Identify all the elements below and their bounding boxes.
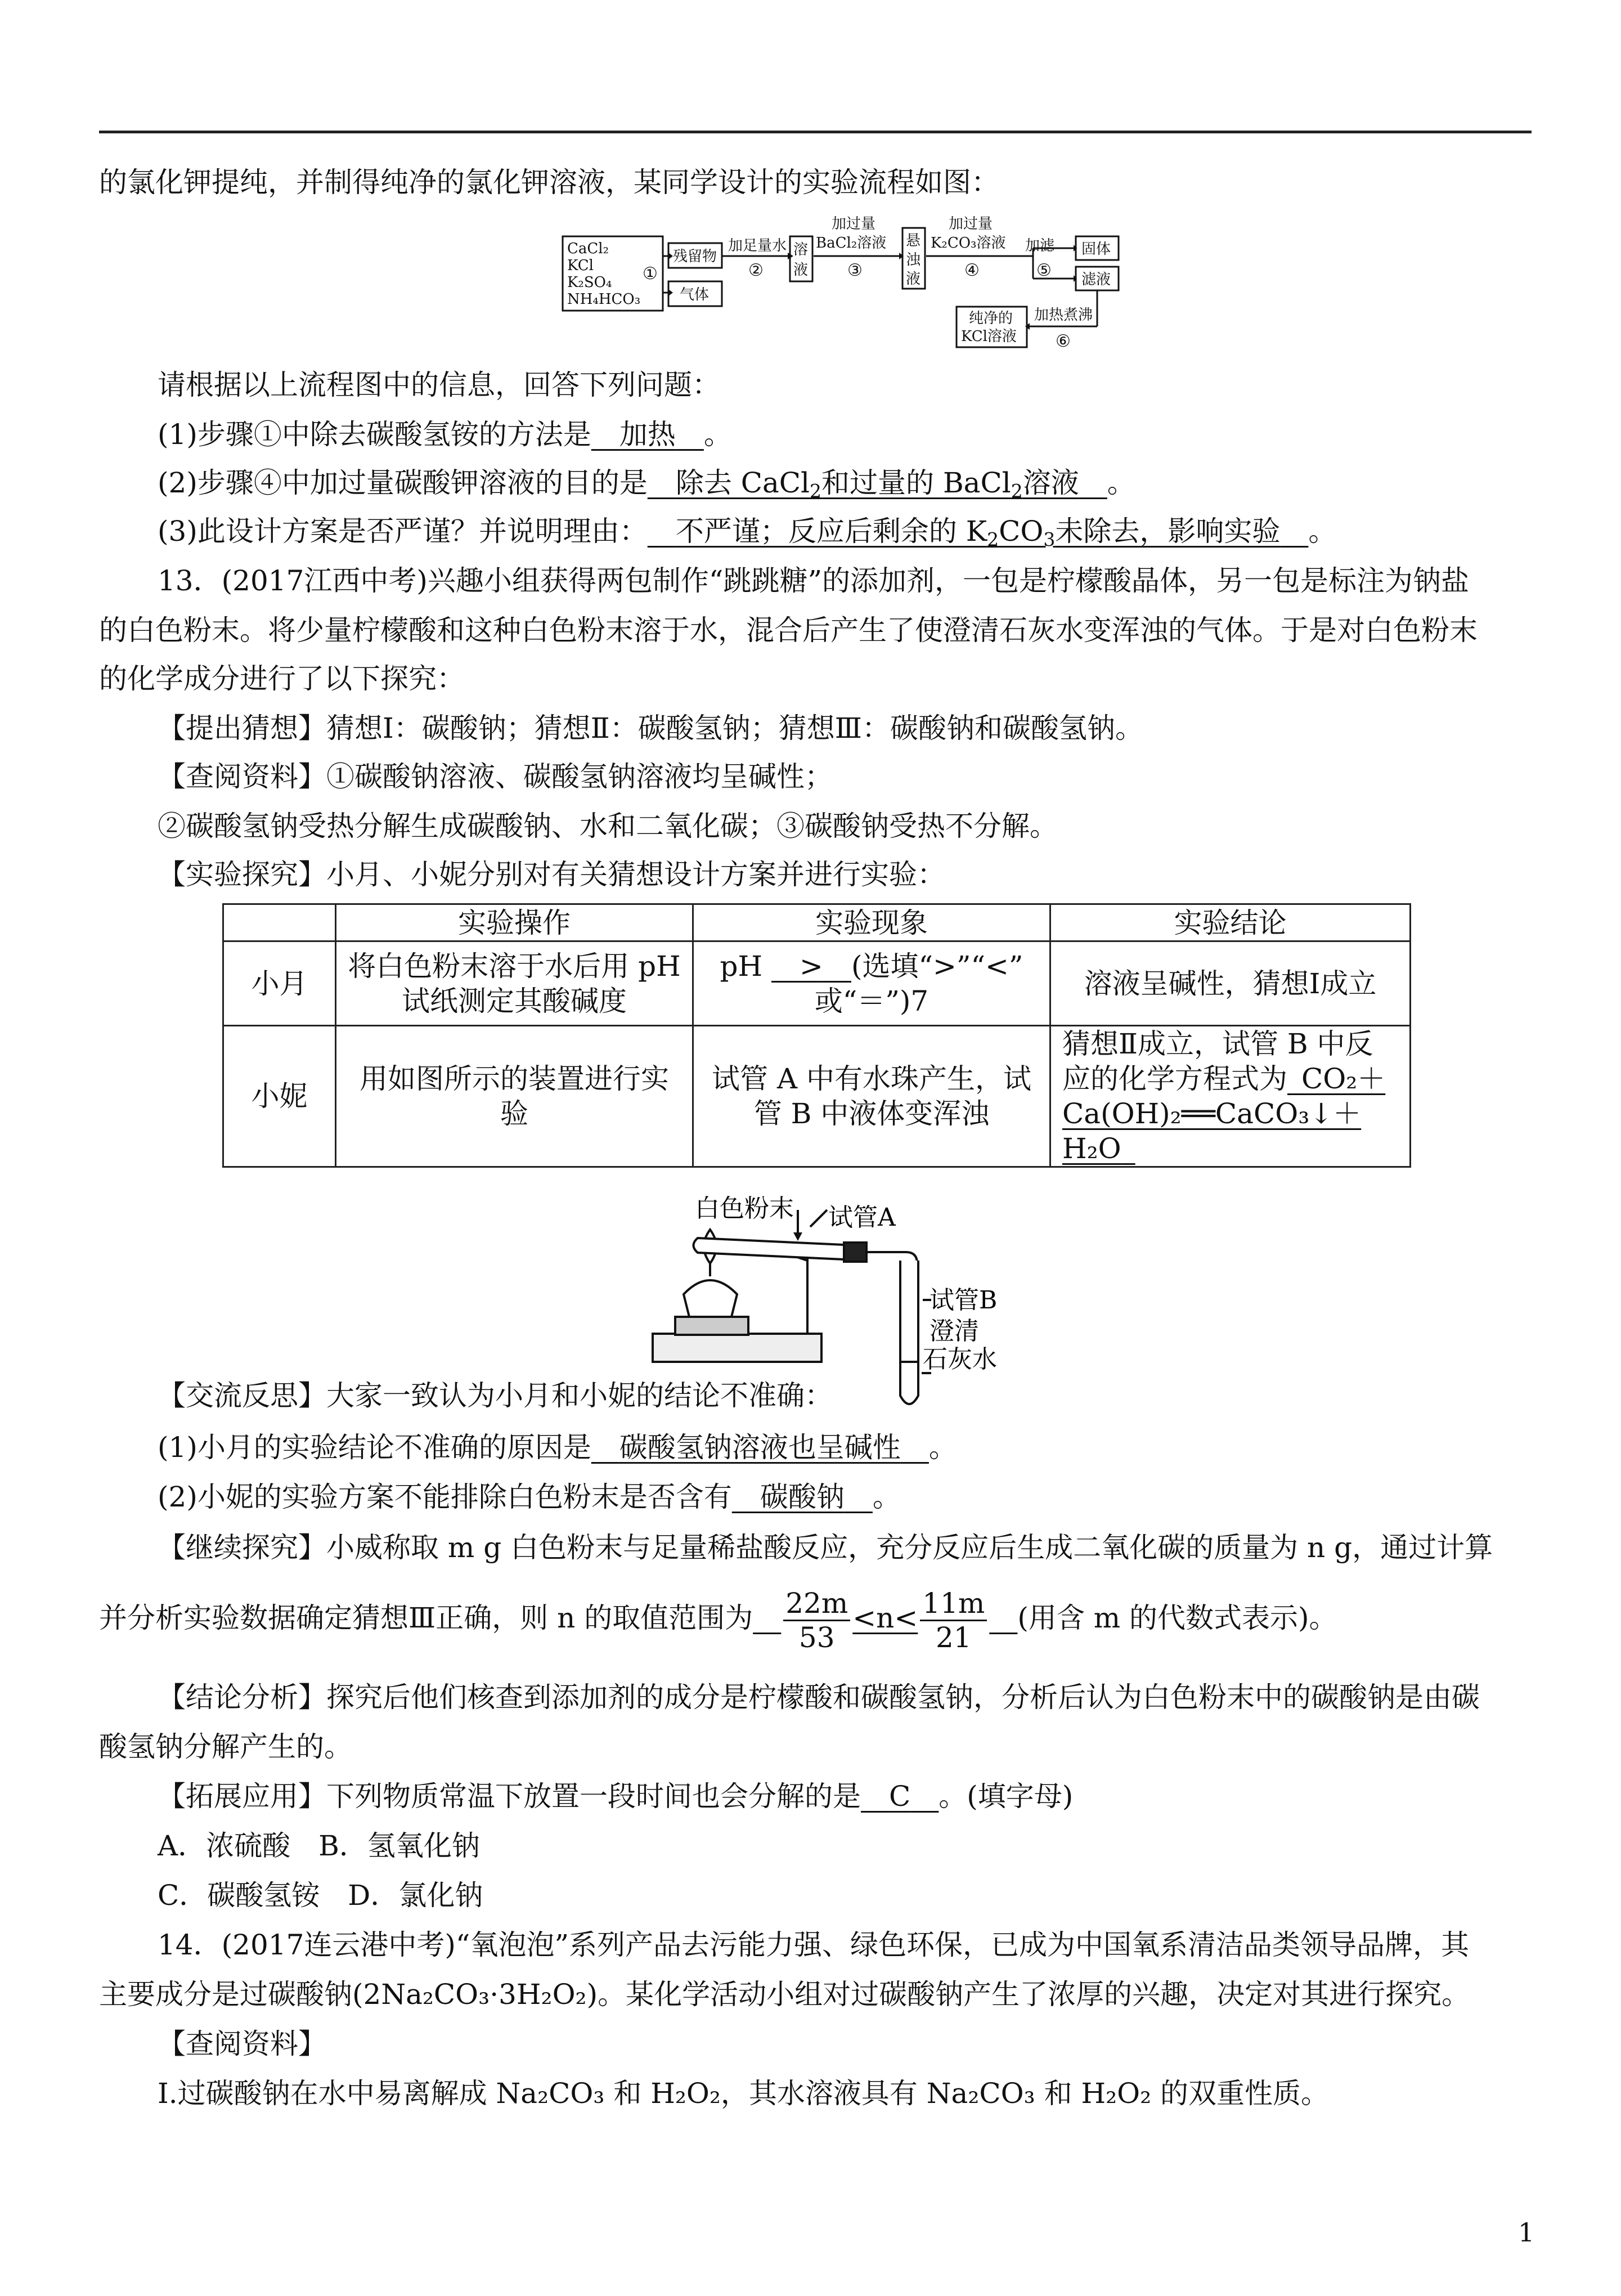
flow-susp-2: 浊 xyxy=(906,252,921,268)
q13-extension: 【拓展应用】下列物质常温下放置一段时间也会分解的是__C__。(填字母) xyxy=(158,1780,1074,1813)
flow-step3: ③ xyxy=(847,261,863,280)
row-conclusion: 溶液呈碱性，猜想Ⅰ成立 xyxy=(1050,941,1411,1026)
flow-solution-2: 液 xyxy=(793,262,809,279)
flow-box1-l2: KCl xyxy=(567,257,594,274)
q14-info-title: 【查阅资料】 xyxy=(158,2028,326,2060)
q13-line2: 的白色粉末。将少量柠檬酸和这种白色粉末溶于水，混合后产生了使澄清石灰水变浑浊的气体。于是对白色粉末 xyxy=(99,614,1478,647)
label-tube-a: 试管A xyxy=(828,1203,896,1232)
table-header: 实验现象 xyxy=(693,904,1050,941)
flow-solid: 固体 xyxy=(1081,241,1111,258)
q12-part2: (2)步骤④中加过量碳酸钾溶液的目的是__除去 CaCl$_2$和过量的 BaCl$_2$溶液__。 xyxy=(158,467,1135,503)
q12-prompt: 请根据以上流程图中的信息，回答下列问题： xyxy=(158,369,720,401)
label-limewater-2: 石灰水 xyxy=(923,1345,997,1374)
q12-answer1: 加热 xyxy=(619,418,676,451)
flow-step4: ④ xyxy=(964,261,980,280)
q14-line1: 14．(2017连云港中考)“氧泡泡”系列产品去污能力强、绿色环保，已成为中国氧系清洁品类领导品牌，其 xyxy=(158,1929,1470,1961)
flow-pure-1: 纯净的 xyxy=(969,310,1013,327)
flow-box1-l4: NH₄HCO₃ xyxy=(567,291,641,308)
q13-line3: 的化学成分进行了以下探究： xyxy=(99,662,465,695)
q13-line1: 13．(2017江西中考)兴趣小组获得两包制作“跳跳糖”的添加剂，一包是柠檬酸晶体，另一包是标注为钠盐 xyxy=(158,564,1470,597)
q13-info1: 【查阅资料】①碳酸钠溶液、碳酸氢钠溶液均呈碱性； xyxy=(158,760,833,793)
q13-reflect-1: (1)小月的实验结论不准确的原因是__碳酸氢钠溶液也呈碱性__。 xyxy=(158,1431,957,1464)
row-operation: 用如图所示的装置进行实 验 xyxy=(336,1026,693,1167)
table-header: 实验操作 xyxy=(336,904,693,941)
page-number: 1 xyxy=(1518,2217,1535,2248)
q13-continue-2: 并分析实验数据确定猜想Ⅲ正确，则 n 的取值范围为__ $\frac{22m}{53}$ <n< $\frac{11m}{21}$ __(用含 m 的代数式表示)。 xyxy=(99,1586,1337,1654)
q13-conclusion-2: 酸氢钠分解产生的。 xyxy=(99,1730,352,1763)
flow-filtrate: 滤液 xyxy=(1081,271,1111,288)
q13-continue-1: 【继续探究】小威称取 m g 白色粉末与足量稀盐酸反应，充分反应后生成二氧化碳的质量为 n g，通过计算 xyxy=(158,1531,1493,1564)
flow-susp-3: 液 xyxy=(906,271,921,288)
q13-guess: 【提出猜想】猜想Ⅰ：碳酸钠；猜想Ⅱ：碳酸氢钠；猜想Ⅲ：碳酸钠和碳酸氢钠。 xyxy=(158,712,1143,745)
q13-reflect-2: (2)小妮的实验方案不能排除白色粉末是否含有__碳酸钠__。 xyxy=(158,1481,901,1513)
flow-step5: ⑤ xyxy=(1036,261,1052,280)
flow-step6: ⑥ xyxy=(1056,331,1071,351)
q13-options-cd: C．碳酸氢铵 D．氯化钠 xyxy=(158,1879,483,1912)
label-limewater-1: 澄清 xyxy=(930,1317,979,1346)
row-conclusion: 猜想Ⅱ成立，试管 B 中反 应的化学方程式为_CO₂＋ Ca(OH)₂══CaCO₃↓＋H₂O_ xyxy=(1050,1026,1411,1167)
flow-residue: 残留物 xyxy=(673,248,717,265)
q13-options-ab: A．浓硫酸 B．氢氧化钠 xyxy=(158,1829,480,1862)
row-name: 小月 xyxy=(223,941,336,1026)
flow-box1-l1: CaCl₂ xyxy=(567,240,609,257)
flow-solution-1: 溶 xyxy=(793,241,809,258)
flow-pure-2: KCl溶液 xyxy=(961,328,1017,345)
flow-step2-label: 加足量水 xyxy=(728,237,787,254)
row-phenomenon: pH __>__(选填“>”“<” 或“＝”)7 xyxy=(693,941,1050,1026)
q13-reflect: 【交流反思】大家一致认为小月和小妮的结论不准确： xyxy=(158,1379,833,1412)
q13-conclusion-1: 【结论分析】探究后他们核查到添加剂的成分是柠檬酸和碳酸氢钠，分析后认为白色粉末中的碳酸钠是由碳 xyxy=(158,1681,1480,1714)
q14-info1: Ⅰ.过碳酸钠在水中易离解成 Na₂CO₃ 和 H₂O₂，其水溶液具有 Na₂CO₃ 和 H₂O₂ 的双重性质。 xyxy=(158,2077,1330,2110)
intro-line: 的氯化钾提纯，并制得纯净的氯化钾溶液，某同学设计的实验流程如图： xyxy=(99,166,999,199)
row-operation: 将白色粉末溶于水后用 pH 试纸测定其酸碱度 xyxy=(336,941,693,1026)
row-phenomenon: 试管 A 中有水珠产生，试 管 B 中液体变浑浊 xyxy=(693,1026,1050,1167)
fraction-upper: $\frac{11m}{21}$ xyxy=(920,1587,987,1654)
table-header: 实验结论 xyxy=(1050,904,1411,941)
fraction-lower: $\frac{22m}{53}$ xyxy=(783,1587,850,1654)
flow-step1: ① xyxy=(643,264,658,284)
q12-part3: (3)此设计方案是否严谨？并说明理由：__不严谨；反应后剩余的 $K_2CO_3$未除去，影响实验__。 xyxy=(158,515,1337,551)
flow-box1-l3: K₂SO₄ xyxy=(567,274,612,291)
flow-step4-label2: K₂CO₃溶液 xyxy=(931,235,1006,252)
q13-info2: ②碳酸氢钠受热分解生成碳酸钠、水和二氧化碳；③碳酸钠受热不分解。 xyxy=(158,810,1058,842)
flow-step5-label: 加滤 xyxy=(1025,237,1055,254)
flow-step3-label1: 加过量 xyxy=(832,216,876,232)
flow-susp-1: 悬 xyxy=(906,232,921,249)
flow-gas: 气体 xyxy=(680,286,710,303)
flow-step6-label: 加热煮沸 xyxy=(1034,307,1093,324)
row-name: 小妮 xyxy=(223,1026,336,1167)
flow-step2: ② xyxy=(748,261,764,280)
label-powder: 白色粉末 xyxy=(695,1194,794,1223)
flow-step4-label1: 加过量 xyxy=(949,216,993,232)
q13-explore: 【实验探究】小月、小妮分别对有关猜想设计方案并进行实验： xyxy=(158,858,945,891)
q12-part1: (1)步骤①中除去碳酸氢铵的方法是__加热__。 xyxy=(158,418,732,451)
q14-line2: 主要成分是过碳酸钠(2Na₂CO₃·3H₂O₂)。某化学活动小组对过碳酸钠产生了浓厚的兴趣，决定对其进行探究。 xyxy=(99,1978,1470,2011)
flow-step3-label2: BaCl₂溶液 xyxy=(816,235,887,252)
label-tube-b: 试管B xyxy=(930,1286,998,1315)
